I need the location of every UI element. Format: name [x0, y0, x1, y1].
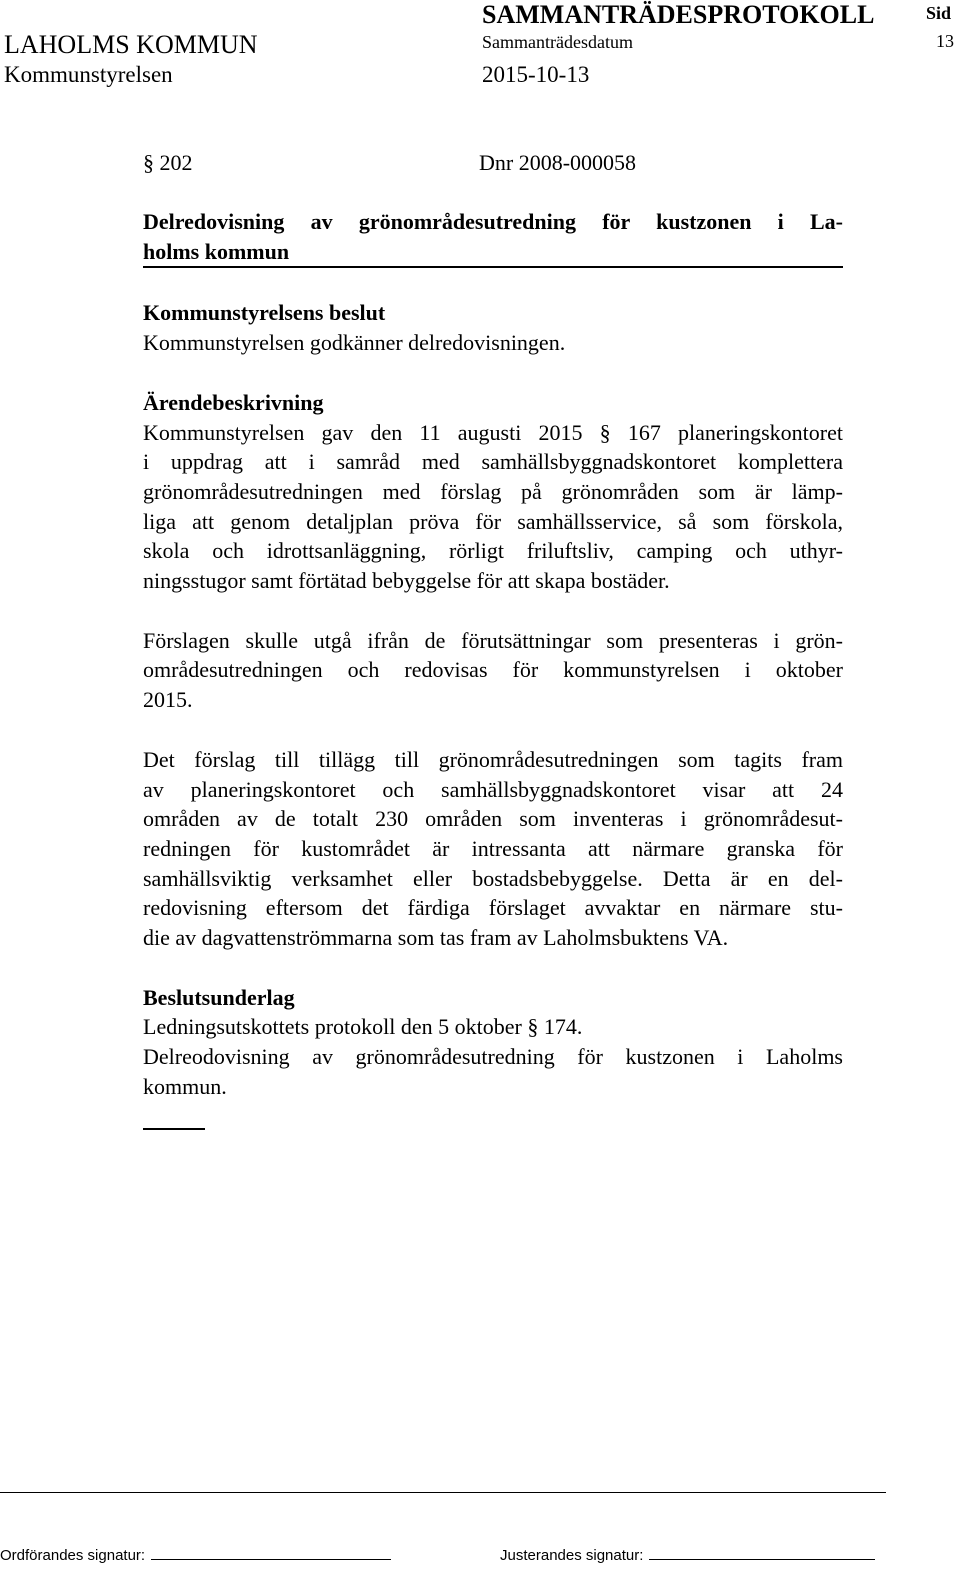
- end-divider: [143, 1114, 205, 1130]
- decision-section: [143, 298, 843, 357]
- description-paragraph-2: [143, 626, 843, 715]
- text-line: die av dagvattenströmmarna som tas fram av Laholmsbuktens VA.: [143, 925, 729, 951]
- text-line: områden av de totalt 230 områden som inventeras i grönområdesut-: [143, 806, 843, 832]
- chair-signature-label: Ordförandes signatur:: [0, 1547, 146, 1564]
- text-line: kommun.: [143, 1073, 227, 1099]
- meeting-date: 2015-10-13: [482, 62, 590, 87]
- text-line: Förslagen skulle utgå ifrån de förutsättningar som presenteras i grön-: [143, 627, 843, 653]
- text-line: Det förslag till tillägg till grönområdesutredningen som tagits fram: [143, 746, 843, 772]
- case-title-line: holms kommun: [143, 238, 290, 264]
- signature-line: [151, 1547, 391, 1560]
- text-line: ningsstugor samt förtätad bebyggelse för att skapa bostäder.: [143, 568, 670, 594]
- text-line: 2015.: [143, 687, 193, 713]
- basis-item: Ledningsutskottets protokoll den 5 oktober § 174.: [143, 1014, 583, 1040]
- text-line: i uppdrag att i samråd med samhällsbyggnadskontoret komplettera: [143, 449, 843, 475]
- footer-divider: [0, 1492, 886, 1493]
- text-line: Kommunstyrelsen gav den 11 augusti 2015 § 167 planeringskontoret: [143, 419, 843, 445]
- case-number: Dnr 2008-000058: [479, 150, 637, 175]
- meeting-date-label: Sammanträdesdatum: [482, 32, 633, 52]
- chair-signature-field: [0, 1547, 391, 1565]
- adjuster-signature-label: Justerandes signatur:: [500, 1547, 644, 1564]
- page-label: Sid: [926, 3, 952, 23]
- decision-heading: Kommunstyrelsens beslut: [143, 300, 386, 326]
- description-section: [143, 388, 843, 953]
- page-number: 13: [936, 31, 954, 51]
- case-reference-row: [143, 148, 843, 178]
- case-title-line: Delredovisning av grönområdesutredning för kustzonen i La-: [143, 209, 843, 234]
- text-line: av planeringskontoret och samhällsbyggnadskontoret visar att 24: [143, 776, 843, 802]
- basis-heading: Beslutsunderlag: [143, 984, 295, 1010]
- decision-text: Kommunstyrelsen godkänner delredovisningen.: [143, 330, 566, 356]
- case-title: [143, 207, 843, 268]
- text-line: samhällsviktig verksamhet eller bostadsbebyggelse. Detta är en del-: [143, 865, 843, 891]
- text-line: redningen för kustområdet är intressanta att närmare granska för: [143, 835, 843, 861]
- municipality-name: LAHOLMS KOMMUN: [4, 30, 258, 59]
- basis-item: [143, 1042, 843, 1101]
- adjuster-signature-field: [500, 1547, 875, 1565]
- description-paragraph-1: [143, 418, 843, 596]
- text-line: Delreodovisning av grönområdesutredning för kustzonen i Laholms: [143, 1044, 843, 1070]
- signature-line: [649, 1547, 875, 1560]
- description-heading: Ärendebeskrivning: [143, 389, 324, 415]
- department-name: Kommunstyrelsen: [4, 62, 173, 87]
- protocol-body: [143, 148, 843, 1130]
- text-line: grönområdesutredningen med förslag på grönområden som är lämp-: [143, 478, 843, 504]
- paragraph-number: § 202: [143, 150, 193, 175]
- text-line: liga att genom detaljplan pröva för samhällsservice, så som förskola,: [143, 508, 843, 534]
- text-line: områdesutredningen och redovisas för kommunstyrelsen i oktober: [143, 657, 843, 683]
- text-line: skola och idrottsanläggning, rörligt friluftsliv, camping och uthyr-: [143, 538, 843, 564]
- description-paragraph-3: [143, 745, 843, 953]
- basis-section: [143, 983, 843, 1130]
- text-line: redovisning eftersom det färdiga förslaget avvaktar en närmare stu-: [143, 895, 843, 921]
- document-title: SAMMANTRÄDESPROTOKOLL: [482, 0, 875, 29]
